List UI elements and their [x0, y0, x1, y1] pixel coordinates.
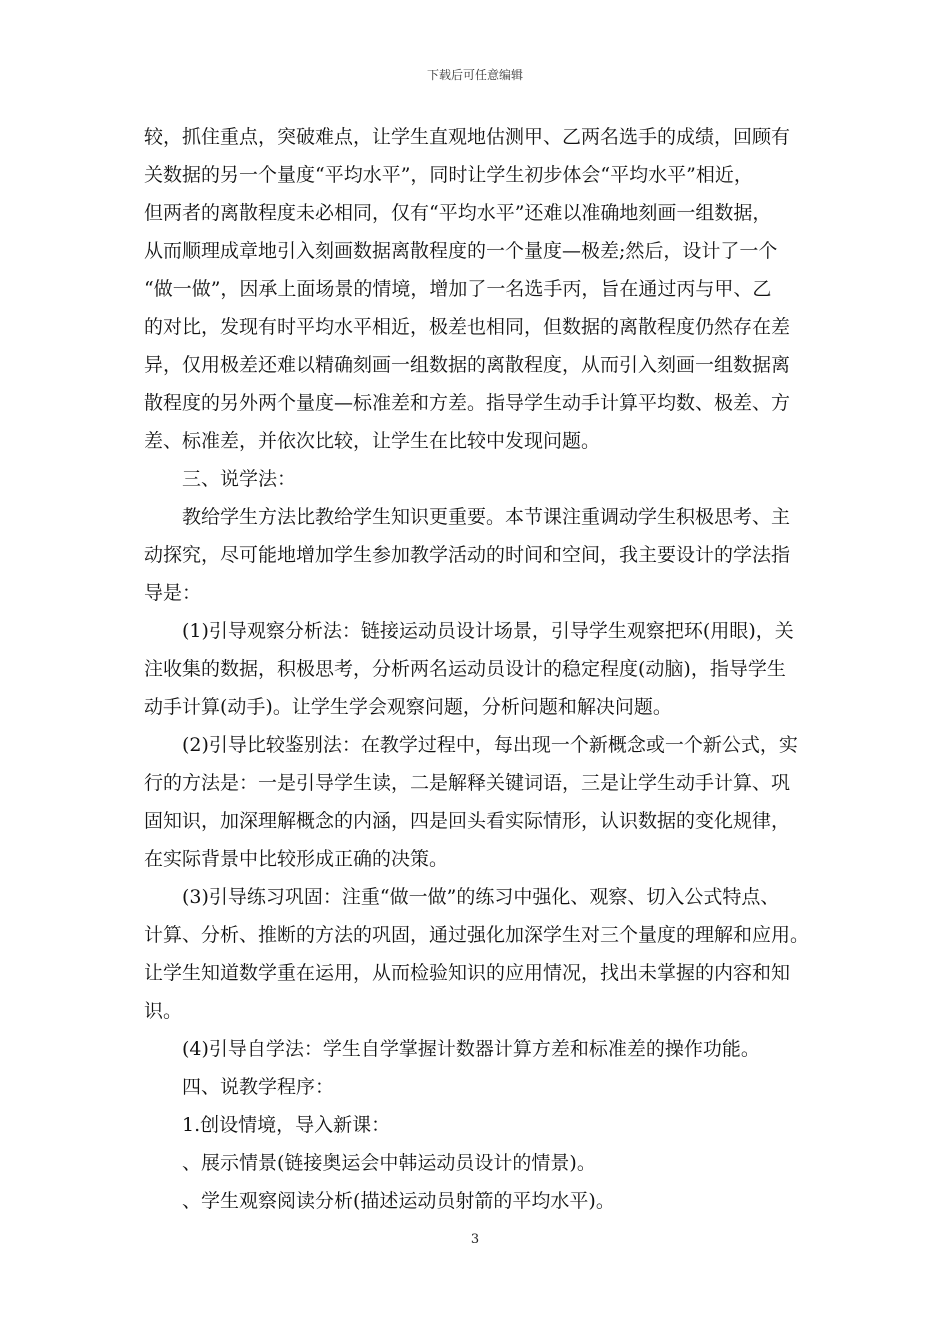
text-line: “做一做”，因承上面场景的情境，增加了一名选手丙，旨在通过丙与甲、乙: [144, 278, 772, 300]
page-header: 下载后可任意编辑: [426, 68, 523, 82]
text-line: (2)引导比较鉴别法：在教学过程中，每出现一个新概念或一个新公式，实: [182, 734, 798, 756]
text-line: 从而顺理成章地引入刻画数据离散程度的一个量度—极差;然后，设计了一个: [144, 240, 778, 262]
text-line: 三、说学法：: [182, 468, 297, 490]
document-body: [144, 118, 812, 1220]
text-line: 1.创设情境，导入新课：: [182, 1114, 391, 1136]
text-line: 、学生观察阅读分析(描述运动员射箭的平均水平)。: [182, 1190, 615, 1212]
text-line: 教给学生方法比教给学生知识更重要。本节课注重调动学生积极思考、主: [182, 506, 791, 528]
text-line: 识。: [144, 1000, 183, 1022]
text-line: 异，仅用极差还难以精确刻画一组数据的离散程度，从而引入刻画一组数据离: [144, 354, 791, 376]
text-line: (1)引导观察分析法：链接运动员设计场景，引导学生观察把环(用眼)，关: [182, 620, 794, 642]
text-line: (4)引导自学法：学生自学掌握计数器计算方差和标准差的操作功能。: [182, 1038, 760, 1060]
text-line: 行的方法是：一是引导学生读，二是解释关键词语，三是让学生动手计算、巩: [144, 772, 791, 794]
text-line: 关数据的另一个量度“平均水平”，同时让学生初步体会“平均水平”相近，: [144, 164, 753, 186]
text-line: 导是：: [144, 582, 202, 604]
text-line: 动手计算(动手)。让学生学会观察问题，分析问题和解决问题。: [144, 696, 672, 718]
text-line: 让学生知道数学重在运用，从而检验知识的应用情况，找出未掌握的内容和知: [144, 962, 791, 984]
text-line: 固知识，加深理解概念的内涵，四是回头看实际情形，认识数据的变化规律，: [144, 810, 791, 832]
text-line: (3)引导练习巩固：注重“做一做”的练习中强化、观察、切入公式特点、: [182, 886, 780, 908]
text-line: 在实际背景中比较形成正确的决策。: [144, 848, 449, 870]
text-line: 但两者的离散程度未必相同，仅有“平均水平”还难以准确地刻画一组数据，: [144, 202, 772, 224]
text-line: 差、标准差，并依次比较，让学生在比较中发现问题。: [144, 430, 601, 452]
page-number: 3: [470, 1232, 480, 1247]
text-line: 较，抓住重点，突破难点，让学生直观地估测甲、乙两名选手的成绩，回顾有: [144, 126, 791, 148]
text-line: 计算、分析、推断的方法的巩固，通过强化加深学生对三个量度的理解和应用。: [144, 924, 810, 946]
text-line: 四、说教学程序：: [182, 1076, 335, 1098]
text-line: 动探究，尽可能地增加学生参加教学活动的时间和空间，我主要设计的学法指: [144, 544, 791, 566]
text-line: 的对比，发现有时平均水平相近，极差也相同，但数据的离散程度仍然存在差: [144, 316, 791, 338]
text-line: 、展示情景(链接奥运会中韩运动员设计的情景)。: [182, 1152, 596, 1174]
text-line: 注收集的数据，积极思考，分析两名运动员设计的稳定程度(动脑)，指导学生: [144, 658, 786, 680]
text-line: 散程度的另外两个量度—标准差和方差。指导学生动手计算平均数、极差、方: [144, 392, 791, 414]
